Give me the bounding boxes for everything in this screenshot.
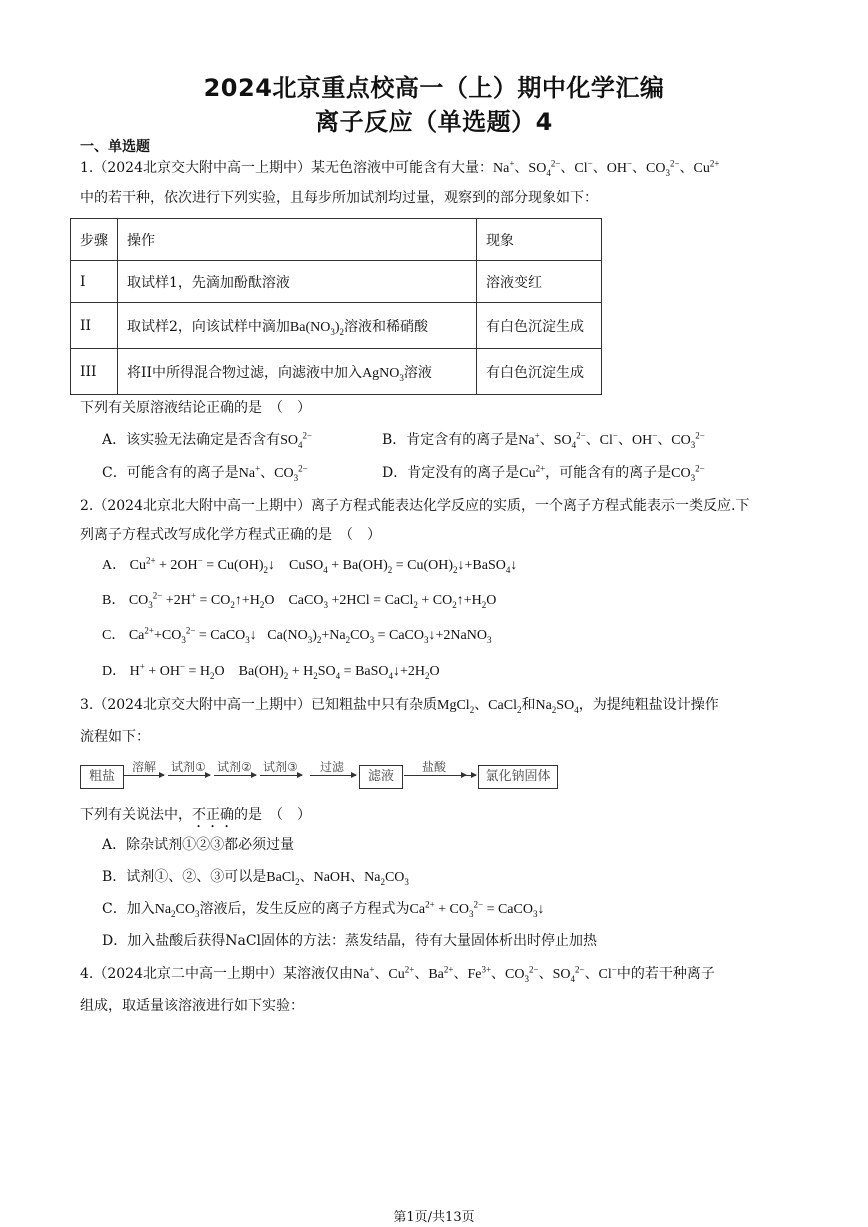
table-row <box>71 349 602 395</box>
q1-stem-line2: 中的若干种，依次进行下列实验，且每步所加试剂均过量，观察到的部分现象如下： <box>80 190 598 206</box>
step-cell: III <box>71 349 118 395</box>
step-cell: II <box>71 303 118 349</box>
operation-cell: 将II中所得混合物过滤，向滤液中加入AgNO$_3$溶液 <box>118 349 477 395</box>
flow-end-box: 氯化钠固体 <box>478 765 558 789</box>
operation-cell: 取试样1，先滴加酚酞溶液 <box>118 261 477 303</box>
q1-experiment-table <box>70 218 602 395</box>
q2-option-b[interactable]: B． $CO_3^{2-} +2H^+$ = $CO_2↑+H_2O$ CaCO$_3$ +2HCl = CaCl$_2$ + $CO_2↑+H_2O$ <box>102 590 497 610</box>
q3-stem-line2: 流程如下： <box>80 729 150 745</box>
q1-option-d[interactable]: D．肯定没有的离子是$Cu^{2+}$，可能含有的离子是$CO_3^{2-}$ <box>382 463 705 483</box>
q2-option-c[interactable]: C． $Ca^{2+}+CO_3^{2-}$ = CaCO$_3$↓ $Ca(NO_3)_2+Na_2CO_3$ = CaCO$_3$↓+2NaNO$_3$ <box>102 625 492 645</box>
section-heading: 一、单选题 <box>80 139 150 155</box>
flow-label-reagent1: 试剂① <box>171 760 206 774</box>
q1-option-b[interactable]: B．肯定含有的离子是Na+、$SO_4^{2-}$、Cl−、OH−、$CO_3^{2-}$ <box>382 430 705 450</box>
flow-arrow <box>214 775 256 776</box>
flow-arrow <box>124 775 164 776</box>
q2-stem-line1: 2.（2024北京北大附中高一上期中）离子方程式能表达化学反应的实质，一个离子方程式能表示一类反应.下 <box>80 498 750 514</box>
q3-ask: 下列有关说法中，不正确的是 （ ） <box>80 807 311 823</box>
q3-option-b[interactable]: B．试剂①、②、③可以是BaCl$_2$、NaOH、$Na_2CO_3$ <box>102 869 409 887</box>
table-header-step: 步骤 <box>71 219 118 261</box>
phenomenon-cell: 溶液变红 <box>477 261 602 303</box>
flow-start-box: 粗盐 <box>80 765 124 789</box>
flow-filtrate-box: 滤液 <box>359 765 403 789</box>
flow-arrow <box>260 775 302 776</box>
q4-stem-line2: 组成，取适量该溶液进行如下实验： <box>80 998 304 1014</box>
table-header-phenomenon: 现象 <box>477 219 602 261</box>
doc-title-line2: 离子反应（单选题）4 <box>315 108 553 136</box>
q1-stem-line1: 1.（2024北京交大附中高一上期中）某无色溶液中可能含有大量：Na+、$SO_4^{2-}$、Cl−、OH−、$CO_3^{2-}$、$Cu^{2+}$ <box>80 158 720 178</box>
table-header-row <box>71 219 602 261</box>
q3-option-c[interactable]: C．加入$Na_2CO_3$溶液后，发生反应的离子方程式为$Ca^{2+} + CO_3^{2-}$ = CaCO$_3$↓ <box>102 899 545 919</box>
table-row <box>71 261 602 303</box>
flow-arrow <box>448 775 476 776</box>
flow-label-filter: 过滤 <box>320 760 345 774</box>
doc-title-line1: 2024北京重点校高一（上）期中化学汇编 <box>203 74 665 102</box>
table-row <box>71 303 602 349</box>
step-cell: I <box>71 261 118 303</box>
phenomenon-cell: 有白色沉淀生成 <box>477 303 602 349</box>
q3-option-d[interactable]: D．加入盐酸后获得NaCl固体的方法：蒸发结晶，待有大量固体析出时停止加热 <box>102 933 598 949</box>
q2-option-d[interactable]: D． $H^+ + OH^- = H_2O$ $Ba(OH)_2 + H_2SO_4$ = $BaSO_4↓+2H_2O$ <box>102 661 440 681</box>
q3-option-a[interactable]: A．除杂试剂①②③都必须过量 <box>102 837 295 853</box>
q1-ask: 下列有关原溶液结论正确的是 （ ） <box>80 400 311 416</box>
q4-stem-line1: 4.（2024北京二中高一上期中）某溶液仅由Na+、$Cu^{2+}$、$Ba^{2+}$、$Fe^{3+}$、$CO_3^{2-}$、$SO_4^{2-}$、Cl−中的若干种离子 <box>80 964 715 984</box>
flow-arrow <box>310 775 356 776</box>
operation-cell: 取试样2，向该试样中滴加$Ba(NO_3)_2$溶液和稀硝酸 <box>118 303 477 349</box>
page-footer: 第1页/共13页 <box>393 1210 475 1225</box>
q3-stem-line1: 3.（2024北京交大附中高一上期中）已知粗盐中只有杂质MgCl$_2$、CaCl$_2$和$Na_2SO_4$，为提纯粗盐设计操作 <box>80 697 719 715</box>
phenomenon-cell: 有白色沉淀生成 <box>477 349 602 395</box>
q1-option-a[interactable]: A．该实验无法确定是否含有$SO_4^{2-}$ <box>102 430 313 450</box>
flow-label-reagent3: 试剂③ <box>263 760 298 774</box>
flow-label-reagent2: 试剂② <box>217 760 252 774</box>
q1-option-c[interactable]: C．可能含有的离子是Na+、$CO_3^{2-}$ <box>102 463 308 483</box>
flow-arrow <box>168 775 210 776</box>
flow-label-dissolve: 溶解 <box>132 760 157 774</box>
q2-stem-line2: 列离子方程式改写成化学方程式正确的是 （ ） <box>80 527 381 543</box>
q2-option-a[interactable]: A． $Cu^{2+} + 2OH^-$ = $Cu(OH)_2↓$ CuSO$_4$ + $Ba(OH)_2$ = $Cu(OH)_2↓+BaSO_4↓$ <box>102 555 518 575</box>
table-header-operation: 操作 <box>118 219 477 261</box>
flow-label-hcl: 盐酸 <box>422 760 447 774</box>
